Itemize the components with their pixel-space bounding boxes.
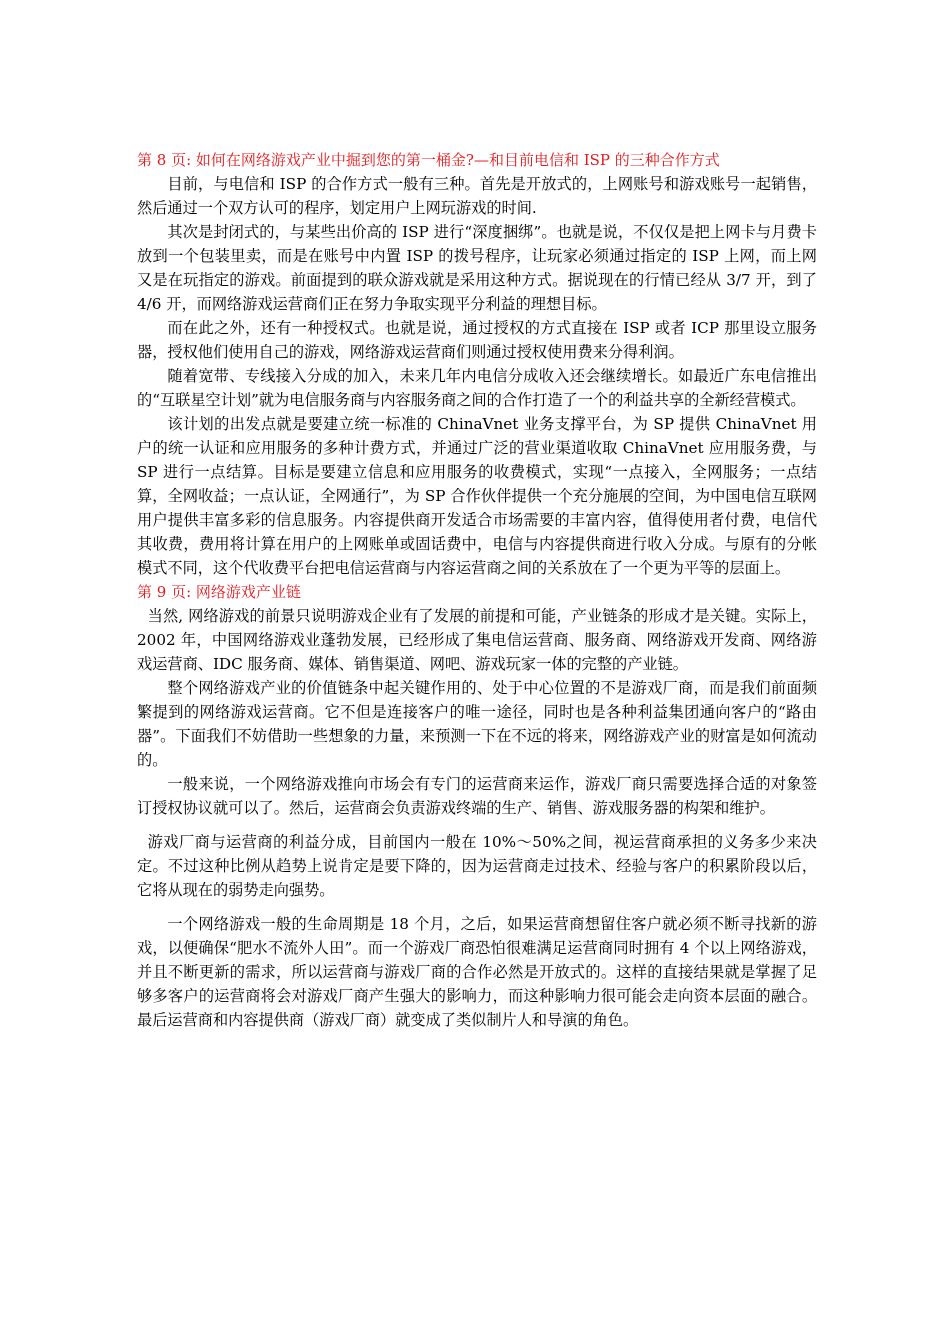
paragraph: 一般来说，一个网络游戏推向市场会有专门的运营商来运作，游戏厂商只需要选择合适的对象签订授权协议就可以了。然后，运营商会负责游戏终端的生产、销售、游戏服务器的构架和维护。 (137, 775, 817, 817)
paragraph: 而在此之外，还有一种授权式。也就是说，通过授权的方式直接在 ISP 或者 ICP 那里设立服务器，授权他们使用自己的游戏，网络游戏运营商们则通过授权使用费来分得利润。 (137, 319, 817, 361)
paragraph: 该计划的出发点就是要建立统一标准的 ChinaVnet 业务支撑平台，为 SP 提供 ChinaVnet 用户的统一认证和应用服务的多种计费方式，并通过广泛的营业渠道收取 ChinaVnet 应用服务费，与 SP 进行一点结算。目标是要建立信息和应用服务的收费模式，实现“一点接入，全网服务；一点结算，全网收益；一点认证，全网通行”，为 SP 合作伙伴提供一个充分施展的空间，为中国电信互联网用户提供丰富多彩的信息服务。内容提供商开发适合市场需要的丰富内容，值得使用者付费，电信代其收费，费用将计算在用户的上网账单或固话费中，电信与内容提供商进行收入分成。与原有的分帐模式不同，这个代收费平台把电信运营商与内容运营商之间的关系放在了一个更为平等的层面上。 (137, 415, 817, 577)
paragraph: 目前，与电信和 ISP 的合作方式一般有三种。首先是开放式的，上网账号和游戏账号一起销售，然后通过一个双方认可的程序，划定用户上网玩游戏的时间. (137, 175, 817, 217)
paragraph: 一个网络游戏一般的生命周期是 18 个月，之后，如果运营商想留住客户就必须不断寻找新的游戏，以便确保“肥水不流外人田”。而一个游戏厂商恐怕很难满足运营商同时拥有 4 个以上网络游戏，并且不断更新的需求，所以运营商与游戏厂商的合作必然是开放式的。这样的直接结果就是掌握了足够多客户的运营商将会对游戏厂商产生强大的影响力，而这种影响力很可能会走向资本层面的融合。最后运营商和内容提供商（游戏厂商）就变成了类似制片人和导演的角色。 (137, 915, 817, 1029)
paragraph: 随着宽带、专线接入分成的加入，未来几年内电信分成收入还会继续增长。如最近广东电信推出的“互联星空计划”就为电信服务商与内容服务商之间的合作打造了一个的利益共享的全新经营模式。 (137, 367, 817, 409)
paragraph: 整个网络游戏产业的价值链条中起关键作用的、处于中心位置的不是游戏厂商，而是我们前面频繁提到的网络游戏运营商。它不但是连接客户的唯一途径，同时也是各种利益集团通向客户的“路由器”。下面我们不妨借助一些想象的力量，来预测一下在不远的将来，网络游戏产业的财富是如何流动的。 (137, 679, 817, 769)
document-page (137, 148, 817, 1032)
section-heading-page-9: 第 9 页: 网络游戏产业链 (137, 583, 301, 601)
section-heading-page-8: 第 8 页: 如何在网络游戏产业中掘到您的第一桶金?—和目前电信和 ISP 的三种合作方式 (137, 151, 720, 169)
paragraph: 其次是封闭式的，与某些出价高的 ISP 进行“深度捆绑”。也就是说，不仅仅是把上网卡与月费卡放到一个包装里卖，而是在账号中内置 ISP 的拨号程序，让玩家必须通过指定的 ISP 上网，而上网又是在玩指定的游戏。前面提到的联众游戏就是采用这种方式。据说现在的行情已经从 3/7 开，到了 4/6 开，而网络游戏运营商们正在努力争取实现平分利益的理想目标。 (137, 223, 817, 313)
paragraph: 游戏厂商与运营商的利益分成，目前国内一般在 10%～50%之间，视运营商承担的义务多少来决定。不过这种比例从趋势上说肯定是要下降的，因为运营商走过技术、经验与客户的积累阶段以后，它将从现在的弱势走向强势。 (137, 833, 817, 899)
paragraph: 当然, 网络游戏的前景只说明游戏企业有了发展的前提和可能，产业链条的形成才是关键。实际上，2002 年，中国网络游戏业蓬勃发展，已经形成了集电信运营商、服务商、网络游戏开发商、网络游戏运营商、IDC 服务商、媒体、销售渠道、网吧、游戏玩家一体的完整的产业链。 (137, 607, 817, 673)
